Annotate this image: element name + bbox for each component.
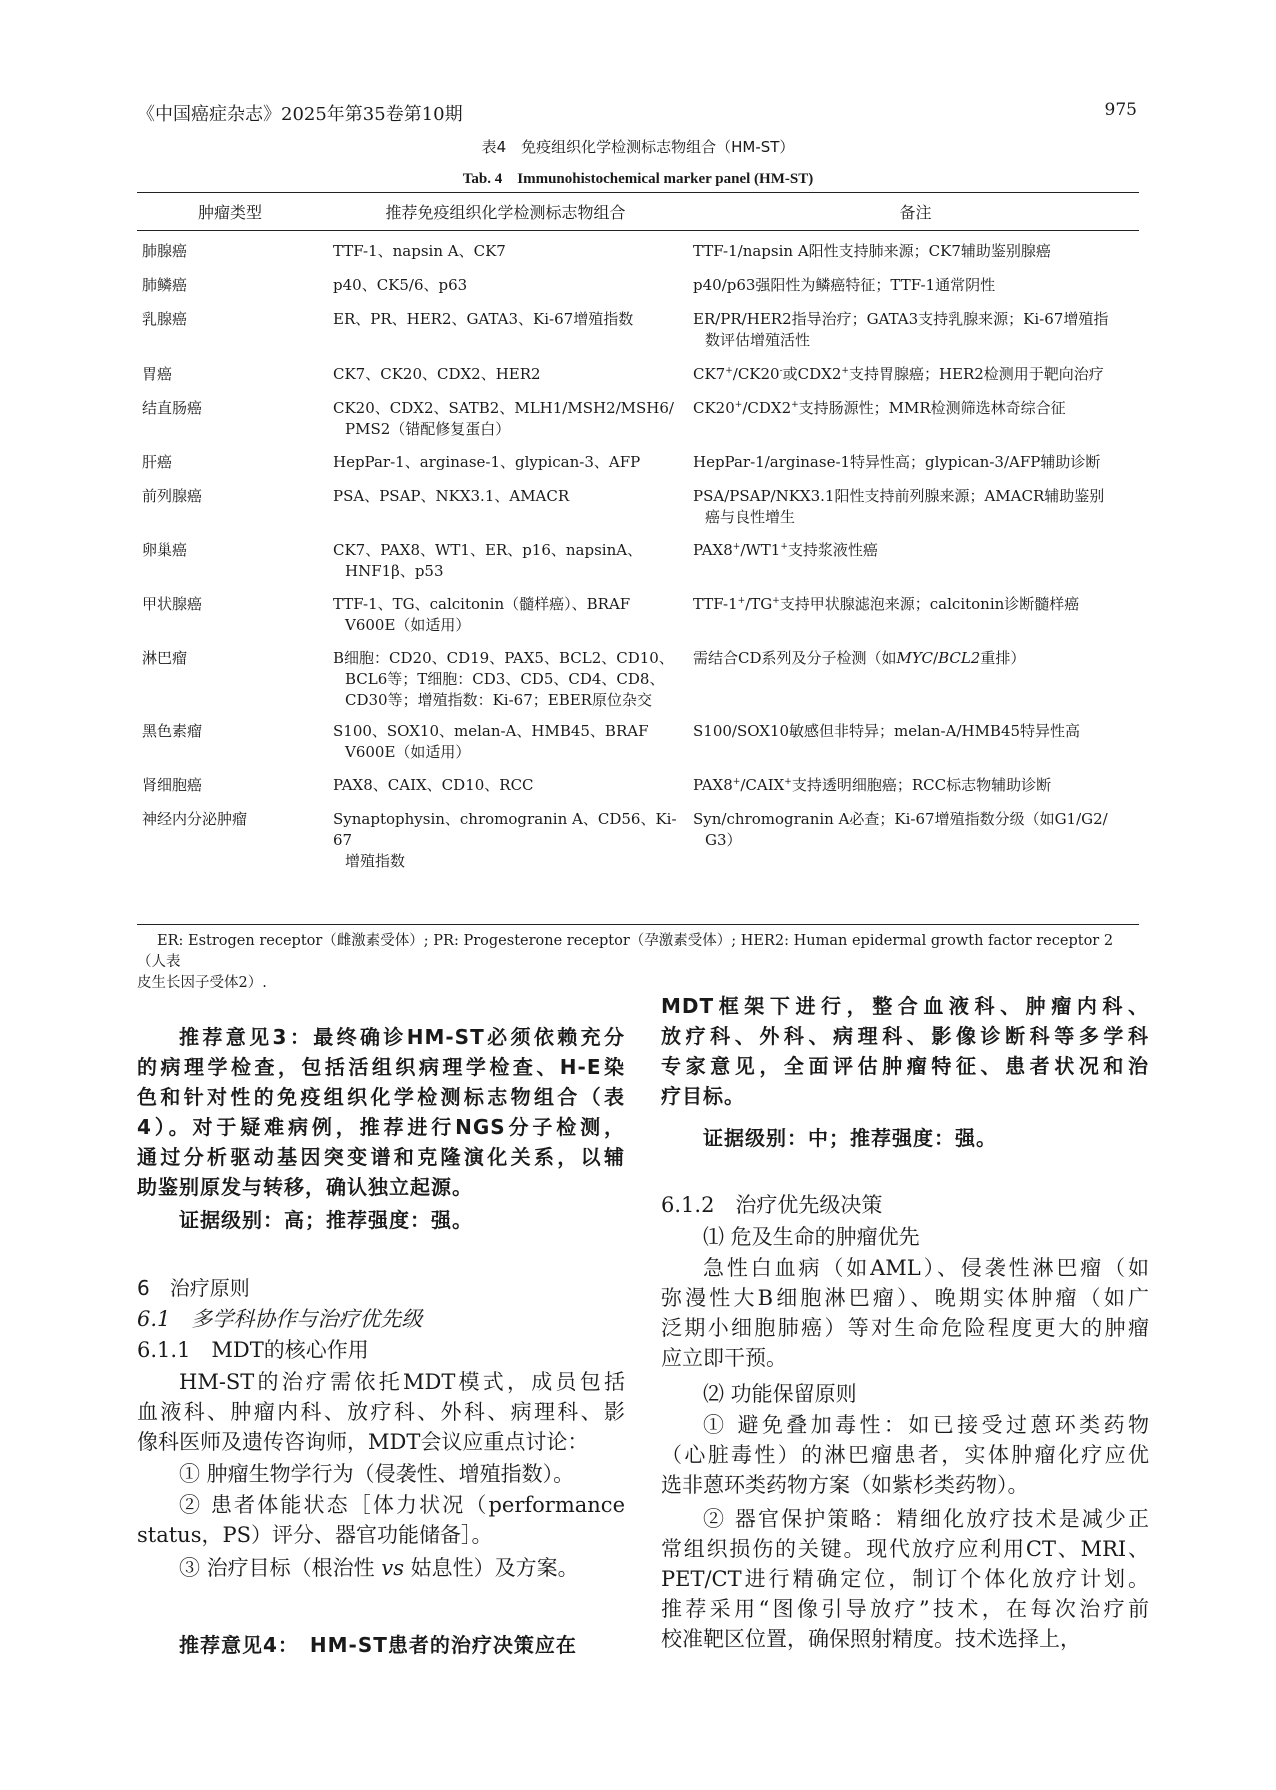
table-cell-type: 淋巴瘤 — [142, 649, 188, 667]
marker-line: PSA、PSAP、NKX3.1、AMACR — [333, 487, 570, 505]
recommendation-4-start — [137, 1630, 625, 1660]
table-caption-en: Tab. 4 Immunohistochemical marker panel (HM-ST) — [462, 171, 814, 187]
note-line: PAX8+/WT1+支持浆液性癌 — [693, 541, 878, 559]
table-cell-markers — [333, 398, 678, 440]
item-1-title-line: ⑴ 危及生命的肿瘤优先 — [703, 1225, 920, 1249]
recommendation-4-cont-line: 疗目标。 — [661, 1084, 745, 1108]
note-line: TTF-1+/TG+支持甲状腺滤泡来源；calcitonin诊断髓样癌 — [693, 595, 1080, 613]
table-cell-notes — [693, 540, 1138, 561]
note-line: G3） — [705, 831, 742, 849]
item-2-b-line: PET/CT进行精确定位，制订个体化放疗计划。 — [661, 1567, 1149, 1591]
mdt-item-1 — [137, 1459, 625, 1489]
item-2-a — [661, 1410, 1149, 1500]
marker-line: CD30等；增殖指数：Ki-67；EBER原位杂交 — [345, 691, 652, 709]
item-2-a-line: 选非蒽环类药物方案（如紫杉类药物）。 — [661, 1473, 1029, 1497]
table-cell-type: 肾细胞癌 — [142, 776, 203, 794]
section-6-1-heading — [137, 1304, 625, 1334]
table-cell-markers — [333, 275, 678, 296]
marker-line: CK7、PAX8、WT1、ER、p16、napsinA、 — [333, 541, 643, 559]
note-line: PSA/PSAP/NKX3.1阳性支持前列腺来源；AMACR辅助鉴别 — [693, 487, 1105, 505]
item-1-title — [661, 1222, 1149, 1252]
table-cell-markers — [333, 775, 678, 796]
mdt-paragraph-line: 血液科、肿瘤内科、放疗科、外科、病理科、影 — [137, 1400, 625, 1424]
mdt-item-3 — [137, 1553, 625, 1583]
table-caption-cn: 表4 免疫组织化学检测标志物组合（HM-ST） — [481, 138, 795, 156]
table-cell-markers — [333, 721, 678, 763]
note-line: CK7+/CK20-或CDX2+支持胃腺癌；HER2检测用于靶向治疗 — [693, 365, 1104, 383]
note-line: Syn/chromogranin A必查；Ki-67增殖指数分级（如G1/G2/ — [693, 810, 1108, 828]
recommendation-3-line: 助鉴别原发与转移，确认独立起源。 — [137, 1175, 473, 1199]
recommendation-3-line: 4）。对于疑难病例，推荐进行NGS分子检测， — [137, 1115, 625, 1139]
table-cell-notes — [693, 594, 1138, 615]
rec3-evidence — [137, 1205, 625, 1235]
table-cell-notes — [693, 809, 1138, 851]
table-cell-type: 甲状腺癌 — [142, 595, 203, 613]
marker-line: p40、CK5/6、p63 — [333, 276, 468, 294]
section-6-1-2-heading-line: 6.1.2 治疗优先级决策 — [661, 1193, 883, 1217]
table-cell-type: 肺腺癌 — [142, 242, 188, 260]
table-cell-type: 神经内分泌肿瘤 — [142, 810, 248, 828]
table-cell-notes — [693, 398, 1138, 419]
table-cell-type: 卵巢癌 — [142, 541, 188, 559]
footnote-line-2: 皮生长因子受体2）. — [137, 975, 267, 991]
section-6-1-2-heading — [661, 1190, 1149, 1220]
item-1-text-line: 急性白血病（如AML）、侵袭性淋巴瘤（如 — [703, 1256, 1149, 1280]
marker-line: ER、PR、HER2、GATA3、Ki-67增殖指数 — [333, 310, 634, 328]
section-6-heading-line: 6 治疗原则 — [137, 1276, 250, 1300]
table-cell-notes — [693, 241, 1138, 262]
note-line: HepPar-1/arginase-1特异性高；glypican-3/AFP辅助诊断 — [693, 453, 1101, 471]
item-2-title-line: ⑵ 功能保留原则 — [703, 1382, 857, 1406]
recommendation-3-line: 推荐意见3：最终确诊HM-ST必须依赖充分 — [179, 1025, 625, 1049]
table-cell-notes — [693, 721, 1138, 742]
note-line: PAX8+/CAIX+支持透明细胞癌；RCC标志物辅助诊断 — [693, 776, 1052, 794]
table-cell-notes — [693, 648, 1138, 669]
item-2-b-line: ② 器官保护策略：精细化放疗技术是减少正 — [703, 1507, 1149, 1531]
table-cell-markers — [333, 241, 678, 262]
table-cell-markers — [333, 540, 678, 582]
marker-line: 增殖指数 — [345, 852, 406, 870]
table-cell-markers — [333, 648, 678, 711]
recommendation-4-cont-line: 专家意见，全面评估肿瘤特征、患者状况和治 — [661, 1054, 1149, 1078]
footnote-line-1: ER: Estrogen receptor（雌激素受体）; PR: Progesterone receptor（孕激素受体）; HER2: Human epidermal growth factor receptor 2（人表 — [137, 933, 1114, 970]
marker-line: S100、SOX10、melan-A、HMB45、BRAF — [333, 722, 649, 740]
item-1-text-line: 应立即干预。 — [661, 1346, 787, 1370]
table-cell-notes — [693, 275, 1138, 296]
table-header-markers: 推荐免疫组织化学检测标志物组合 — [385, 203, 626, 222]
marker-line: CK20、CDX2、SATB2、MLH1/MSH2/MSH6/ — [333, 399, 674, 417]
mdt-item-2 — [137, 1490, 625, 1550]
table-cell-notes — [693, 452, 1138, 473]
item-2-title — [661, 1379, 1149, 1409]
journal-header: 《中国癌症杂志》2025年第35卷第10期 — [137, 104, 463, 125]
item-2-b — [661, 1504, 1149, 1654]
table-cell-type: 肝癌 — [142, 453, 173, 471]
page-number: 975 — [1104, 100, 1137, 120]
item-2-b-line: 常组织损伤的关键。现代放疗应利用CT、MRI、 — [661, 1537, 1149, 1561]
marker-line: B细胞：CD20、CD19、PAX5、BCL2、CD10、 — [333, 649, 674, 667]
note-line: ER/PR/HER2指导治疗；GATA3支持乳腺来源；Ki-67增殖指 — [693, 310, 1109, 328]
note-line: TTF-1/napsin A阳性支持肺来源；CK7辅助鉴别腺癌 — [693, 242, 1051, 260]
table-cell-markers — [333, 486, 678, 507]
table-cell-notes — [693, 775, 1138, 796]
marker-line: TTF-1、TG、calcitonin（髓样癌）、BRAF — [333, 595, 631, 613]
recommendation-4-cont-line: MDT框架下进行，整合血液科、肿瘤内科、 — [661, 994, 1149, 1018]
table-cell-markers — [333, 452, 678, 473]
marker-line: HNF1β、p53 — [345, 562, 444, 580]
note-line: p40/p63强阳性为鳞癌特征；TTF-1通常阴性 — [693, 276, 996, 294]
marker-line: HepPar-1、arginase-1、glypican-3、AFP — [333, 453, 641, 471]
recommendation-3-line: 通过分析驱动基因突变谱和克隆演化关系，以辅 — [137, 1145, 625, 1169]
note-line: 需结合CD系列及分子检测（如MYC/BCL2重排） — [693, 649, 1026, 667]
mdt-paragraph-line: HM-ST的治疗需依托MDT模式，成员包括 — [179, 1370, 625, 1394]
item-2-a-line: ① 避免叠加毒性：如已接受过蒽环类药物 — [703, 1413, 1149, 1437]
mdt-item-1-line: ① 肿瘤生物学行为（侵袭性、增殖指数）。 — [179, 1462, 575, 1486]
marker-line: V600E（如适用） — [345, 743, 471, 761]
table-cell-markers — [333, 594, 678, 636]
section-6-1-1-heading-line: 6.1.1 MDT的核心作用 — [137, 1338, 369, 1362]
table-cell-markers — [333, 809, 678, 872]
recommendation-3-line: 色和针对性的免疫组织化学检测标志物组合（表 — [137, 1085, 625, 1109]
marker-line: V600E（如适用） — [345, 616, 471, 634]
table-header-type: 肿瘤类型 — [197, 203, 262, 222]
marker-line: CK7、CK20、CDX2、HER2 — [333, 365, 541, 383]
note-line: S100/SOX10敏感但非特异；melan-A/HMB45特异性高 — [693, 722, 1081, 740]
table-cell-markers — [333, 309, 678, 330]
section-6-heading — [137, 1273, 625, 1303]
item-2-b-line: 校准靶区位置，确保照射精度。技术选择上， — [661, 1627, 1081, 1651]
table-header-notes: 备注 — [899, 203, 932, 222]
mdt-item-3-line: ③ 治疗目标（根治性 vs 姑息性）及方案。 — [179, 1556, 579, 1580]
item-1-text-line: 泛期小细胞肺癌）等对生命危险程度更大的肿瘤 — [661, 1316, 1149, 1340]
item-1-text-line: 弥漫性大B细胞淋巴瘤）、晚期实体肿瘤（如广 — [661, 1286, 1149, 1310]
table-cell-type: 肺鳞癌 — [142, 276, 188, 294]
marker-line: PAX8、CAIX、CD10、RCC — [333, 776, 534, 794]
table-cell-type: 结直肠癌 — [142, 399, 203, 417]
section-6-1-heading-line: 6.1 多学科协作与治疗优先级 — [137, 1307, 423, 1331]
note-line: 癌与良性增生 — [705, 508, 796, 526]
rec3-evidence-line: 证据级别：高；推荐强度：强。 — [179, 1208, 473, 1232]
table-cell-type: 乳腺癌 — [142, 310, 188, 328]
marker-line: Synaptophysin、chromogranin A、CD56、Ki-67 — [333, 810, 677, 849]
marker-line: PMS2（错配修复蛋白） — [345, 420, 511, 438]
marker-line: BCL6等；T细胞：CD3、CD5、CD4、CD8、 — [345, 670, 665, 688]
item-2-b-line: 推荐采用“图像引导放疗”技术，在每次治疗前 — [661, 1597, 1149, 1621]
recommendation-4-cont-line: 放疗科、外科、病理科、影像诊断科等多学科 — [661, 1024, 1149, 1048]
note-line: CK20+/CDX2+支持肠源性；MMR检测筛选林奇综合征 — [693, 399, 1066, 417]
recommendation-3 — [137, 1022, 625, 1202]
table-cell-notes — [693, 486, 1138, 528]
recommendation-3-line: 的病理学检查，包括活组织病理学检查、H-E染 — [137, 1055, 625, 1079]
note-line: 数评估增殖活性 — [705, 331, 811, 349]
table-cell-type: 胃癌 — [142, 365, 173, 383]
table-cell-type: 前列腺癌 — [142, 487, 203, 505]
table-footnote — [137, 931, 1139, 994]
rec4-evidence — [661, 1123, 1149, 1153]
item-1-text — [661, 1253, 1149, 1373]
table-cell-markers — [333, 364, 678, 385]
recommendation-4-cont — [661, 991, 1149, 1111]
recommendation-4-start-line: 推荐意见4： HM-ST患者的治疗决策应在 — [179, 1633, 577, 1657]
table-cell-notes — [693, 309, 1138, 351]
table-cell-type: 黑色素瘤 — [142, 722, 203, 740]
mdt-item-2-line: status，PS）评分、器官功能储备］。 — [137, 1523, 493, 1547]
rec4-evidence-line: 证据级别：中；推荐强度：强。 — [703, 1126, 997, 1150]
table-cell-notes — [693, 364, 1138, 385]
section-6-1-1-heading — [137, 1335, 625, 1365]
item-2-a-line: （心脏毒性）的淋巴瘤患者，实体肿瘤化疗应优 — [661, 1443, 1149, 1467]
mdt-paragraph — [137, 1367, 625, 1457]
marker-line: TTF-1、napsin A、CK7 — [333, 242, 506, 260]
mdt-paragraph-line: 像科医师及遗传咨询师，MDT会议应重点讨论： — [137, 1430, 589, 1454]
mdt-item-2-line: ② 患者体能状态［体力状况（performance — [179, 1493, 625, 1517]
